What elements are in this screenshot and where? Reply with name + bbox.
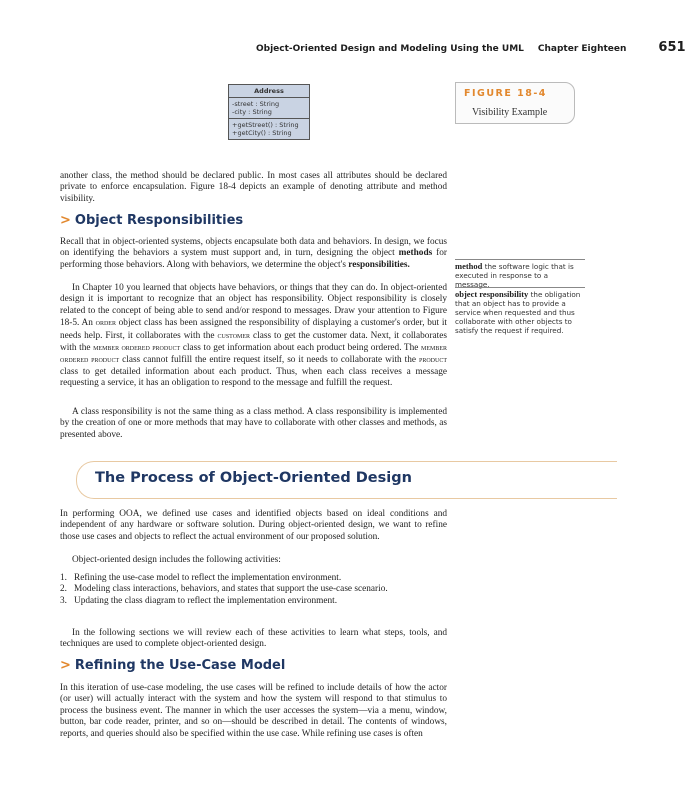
figure-label: FIGURE 18-4 (464, 88, 547, 99)
section-title: The Process of Object-Oriented Design (95, 470, 412, 486)
body-paragraph: In the following sections we will review each of these activities to learn what steps, tools, and techniques are used to complete object-oriented design. (60, 628, 447, 650)
glossary-entry (455, 290, 583, 335)
figure-caption: Visibility Example (472, 107, 548, 118)
running-title: Object-Oriented Design and Modeling Using the UML (256, 44, 524, 54)
glossary-definition: the obligation that an object has to provide a service when requested and thus collaborate with other objects to satisfy the request if required. (455, 290, 581, 335)
key-term: methods (398, 248, 433, 259)
running-header (256, 40, 686, 60)
chevron-right-icon: > (60, 658, 71, 673)
uml-attribute: -city : String (232, 108, 272, 116)
glossary-divider (455, 259, 585, 260)
uml-method: +getStreet() : String (232, 121, 299, 129)
figure-caption-box (455, 82, 575, 124)
uml-attributes (229, 98, 309, 118)
section-heading-text: Refining the Use-Case Model (74, 658, 286, 673)
glossary-term: object responsibility (455, 289, 529, 299)
chevron-right-icon: > (60, 213, 71, 228)
glossary-definition: the software logic that is executed in response to a message. (455, 262, 574, 289)
key-term: responsibilities. (348, 259, 410, 270)
uml-class-name: Address (229, 85, 309, 98)
section-heading-text: Object Responsibilities (74, 213, 244, 228)
uml-attribute: -street : String (232, 100, 280, 108)
glossary-entry (455, 262, 583, 289)
body-paragraph: In Chapter 10 you learned that objects have behaviors, or things that they can do. In object-oriented design it is important to recognize that an object has responsibility. Object responsibility is closely related to the concept of being able to send and/or respond to messages. Draw your attention to Figure 18-5. An order object class has been assigned the responsibility of displaying a customer's order, but it needs help. First, it collaborates with the customer class to get the customer data. Next, it collaborates with the member ordered product class to get information about each product being ordered. The member ordered product class cannot fulfill the entire request itself, so it needs to collaborate with the product class to get detailed information about each product. Thus, when each class receives a message requesting a service, it has an obligation to respond to the message and fulfill the request. (60, 283, 447, 389)
chapter-section-banner (76, 461, 617, 499)
chapter-label: Chapter Eighteen (537, 44, 627, 54)
uml-method: +getCity() : String (232, 129, 292, 137)
body-paragraph: In performing OOA, we defined use cases and identified objects based on ideal conditions and independent of any hardware or software solution. During object-oriented design, we want to refine those use cases and objects to reflect the actual environment of our proposed solution. (60, 509, 447, 542)
list-item: 2. Modeling class interactions, behaviors, and states that support the use-case scenario. (60, 584, 388, 595)
uml-class-diagram (228, 84, 310, 140)
list-item: 3. Updating the class diagram to reflect the implementation environment. (60, 595, 338, 606)
uml-methods (229, 118, 309, 139)
glossary-divider (455, 287, 585, 288)
activity-list (60, 573, 450, 607)
intro-paragraph: another class, the method should be declared public. In most cases all attributes should be declared private to enforce encapsulation. Figure 18-4 depicts an example of denoting attribute and method visibility. (60, 171, 447, 204)
body-paragraph: Object-oriented design includes the following activities: (72, 555, 281, 565)
body-paragraph: In this iteration of use-case modeling, the use cases will be refined to include details of how the actor (or user) will actually interact with the system and how the system will respond to that stimulus to process the business event. The manner in which the user accesses the system—via a menu, window, button, bar code reader, printer, and so on—should be described in detail. The contents of windows, reports, and queries should also be specified within the use case. While refining use cases is often (60, 683, 447, 739)
list-item: 1. Refining the use-case model to reflect the implementation environment. (60, 573, 342, 583)
body-paragraph: Recall that in object-oriented systems, objects encapsulate both data and behaviors. In design, we focus on identifying the behaviors a system must support and, in turn, designing the object methods for performing those behaviors. Along with behaviors, we determine the object's responsibilities. (60, 237, 447, 270)
section-heading (60, 658, 285, 673)
body-paragraph: A class responsibility is not the same thing as a class method. A class responsibility is implemented by the creation of one or more methods that may have to collaborate with other classes and methods, as presented above. (60, 407, 447, 440)
glossary-term: method (455, 261, 483, 271)
section-heading (60, 213, 243, 228)
page-number: 651 (658, 40, 686, 55)
